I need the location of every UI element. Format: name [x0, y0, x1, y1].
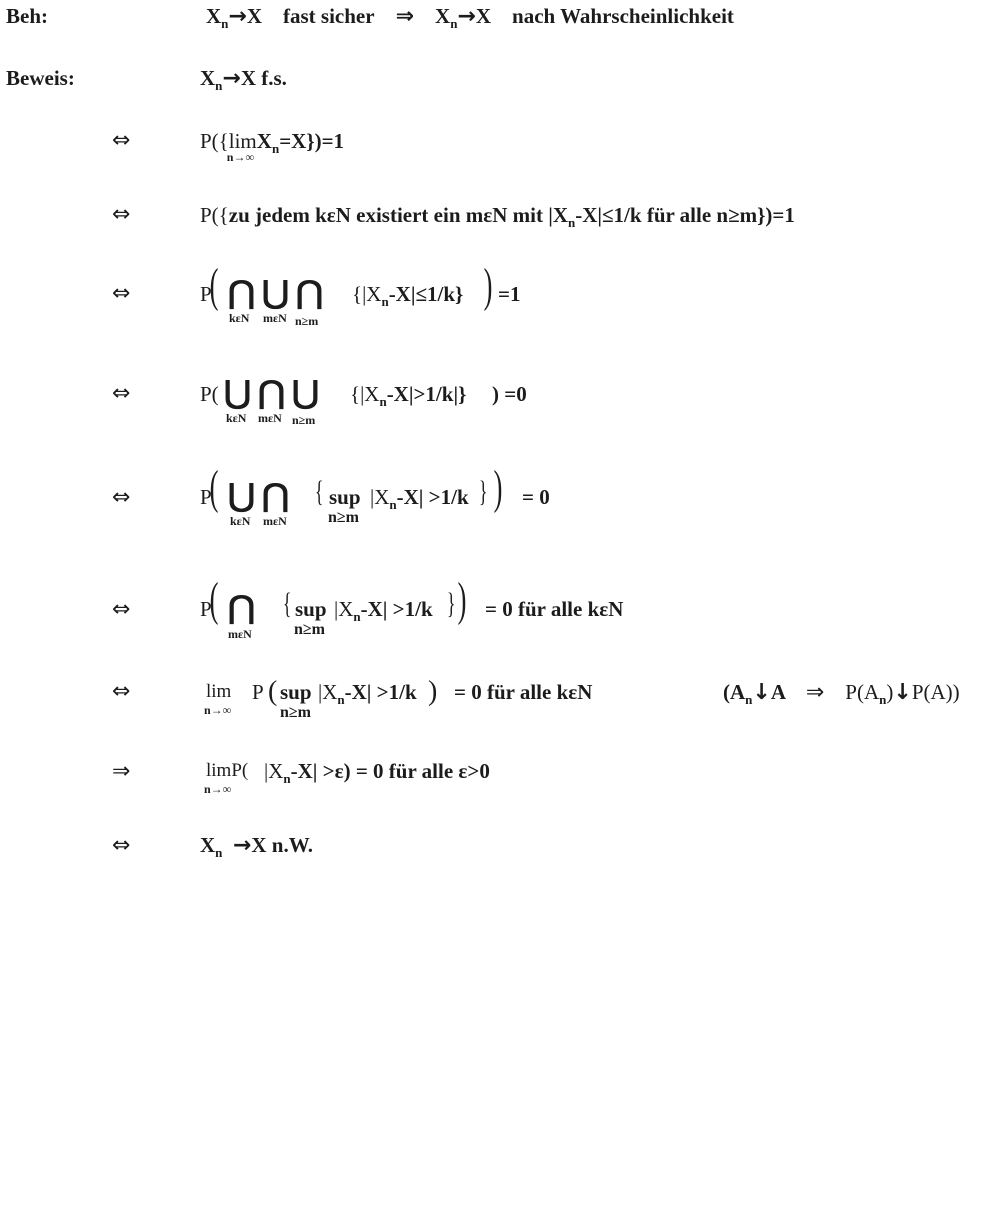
union-icon: ⋃	[292, 373, 319, 411]
implies-symbol: ⇒	[112, 759, 131, 784]
iff-symbol: ⇔	[112, 679, 131, 704]
intersection-icon: ⋂	[258, 373, 285, 411]
iff-symbol: ⇔	[112, 597, 131, 622]
step-9: $X_n \to X$ n.W.	[200, 833, 314, 860]
union-icon: ⋃	[262, 273, 289, 311]
union-icon: ⋃	[228, 476, 255, 514]
monotonicity-note: ($A_n↓A$ ⇒ $P(A_n)↓P(A)$)	[723, 680, 960, 707]
proof-start: $X_n\to X$ f.s.	[200, 66, 287, 93]
intersection-icon: ⋂	[228, 273, 255, 311]
intersection-icon: ⋂	[228, 588, 255, 626]
union-icon: ⋃	[224, 373, 251, 411]
iff-symbol: ⇔	[112, 128, 131, 153]
intersection-icon: ⋂	[296, 273, 323, 311]
iff-symbol: ⇔	[112, 833, 131, 858]
iff-symbol: ⇔	[112, 281, 131, 306]
iff-symbol: ⇔	[112, 485, 131, 510]
claim-statement: $X_n\to X$ fast sicher ⇒ $X_n\to X$ nach Wahrscheinlichkeit	[206, 4, 734, 31]
step-2: P({zu jedem kεN existiert ein mεN mit $|X_n-X|\le 1/k$ für alle n≥m})=1	[200, 203, 795, 230]
iff-symbol: ⇔	[112, 381, 131, 406]
proof-label: Beweis:	[6, 66, 75, 90]
intersection-icon: ⋂	[262, 476, 289, 514]
claim-label: Beh:	[6, 4, 48, 28]
step-1: P({lim n→∞ $X_n=X\})=1$	[200, 129, 345, 164]
iff-symbol: ⇔	[112, 202, 131, 227]
